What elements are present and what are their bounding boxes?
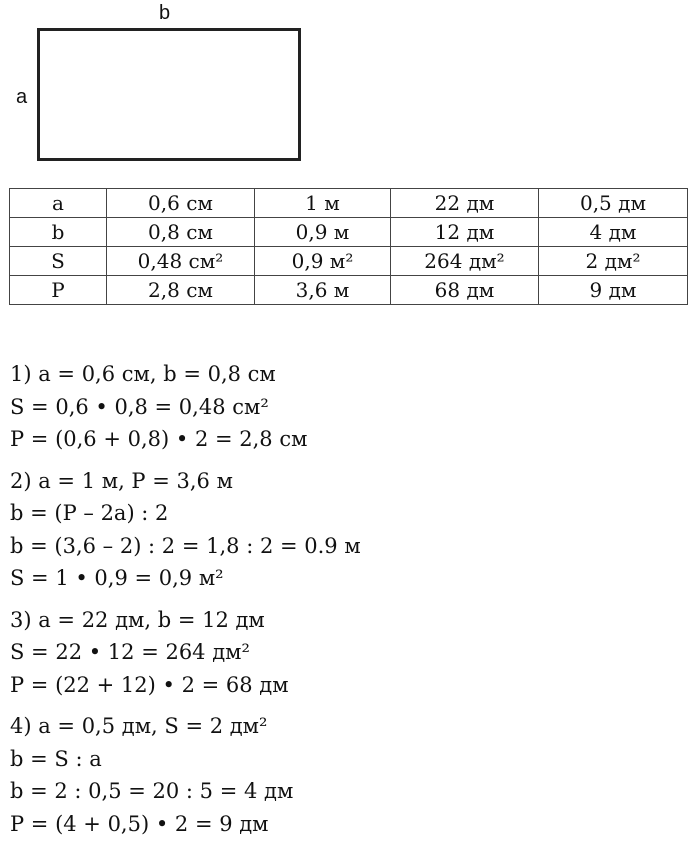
- side-b-label: b: [159, 2, 171, 24]
- row-header-cell: a: [10, 189, 107, 218]
- table-cell: 3,6 м: [255, 276, 391, 305]
- table-cell: 22 дм: [391, 189, 539, 218]
- table-cell: 0,8 см: [107, 218, 255, 247]
- row-header-cell: b: [10, 218, 107, 247]
- solution-line: 4) a = 0,5 дм, S = 2 дм²: [10, 714, 268, 738]
- solution-line: P = (22 + 12) • 2 = 68 дм: [10, 672, 289, 697]
- table-cell: 2 дм²: [539, 247, 688, 276]
- solution-2: [10, 465, 361, 595]
- table-cell: 1 м: [255, 189, 391, 218]
- values-table: [9, 188, 688, 305]
- rectangle-shape: [37, 28, 301, 161]
- solution-line: S = 22 • 12 = 264 дм²: [10, 640, 250, 664]
- table-cell: 68 дм: [391, 276, 539, 305]
- table-cell: 9 дм: [539, 276, 688, 305]
- solution-1: [10, 358, 361, 456]
- table-row-p: [10, 276, 688, 305]
- solution-spacer: [10, 456, 361, 465]
- table-row-b: [10, 218, 688, 247]
- solution-line: b = S : a: [10, 746, 102, 771]
- table-cell: 264 дм²: [391, 247, 539, 276]
- row-header-cell: P: [10, 276, 107, 305]
- solution-line: P = (4 + 0,5) • 2 = 9 дм: [10, 811, 269, 836]
- table-row-a: [10, 189, 688, 218]
- table-cell: 0,9 м: [255, 218, 391, 247]
- table-cell: 0,6 см: [107, 189, 255, 218]
- solution-line: 1) a = 0,6 см, b = 0,8 см: [10, 362, 276, 386]
- side-a-label: a: [16, 86, 28, 108]
- table-cell: 0,5 дм: [539, 189, 688, 218]
- table-row-s: [10, 247, 688, 276]
- solution-4: [10, 710, 361, 840]
- rectangle-diagram: [0, 0, 320, 175]
- solution-3: [10, 604, 361, 702]
- solution-line: S = 1 • 0,9 = 0,9 м²: [10, 566, 224, 590]
- table-cell: 2,8 см: [107, 276, 255, 305]
- table-cell: 4 дм: [539, 218, 688, 247]
- table-cell: 0,9 м²: [255, 247, 391, 276]
- solution-line: b = (P – 2a) : 2: [10, 501, 169, 525]
- solution-line: 2) a = 1 м, P = 3,6 м: [10, 468, 233, 493]
- solution-line: P = (0,6 + 0,8) • 2 = 2,8 см: [10, 427, 308, 451]
- solution-line: S = 0,6 • 0,8 = 0,48 см²: [10, 394, 269, 419]
- row-header-cell: S: [10, 247, 107, 276]
- solution-spacer: [10, 701, 361, 710]
- table-cell: 12 дм: [391, 218, 539, 247]
- solution-line: b = (3,6 – 2) : 2 = 1,8 : 2 = 0.9 м: [10, 533, 361, 558]
- solution-spacer: [10, 595, 361, 604]
- table-cell: 0,48 см²: [107, 247, 255, 276]
- solution-line: b = 2 : 0,5 = 20 : 5 = 4 дм: [10, 779, 294, 803]
- solution-line: 3) a = 22 дм, b = 12 дм: [10, 607, 265, 632]
- solutions-block: [10, 358, 361, 840]
